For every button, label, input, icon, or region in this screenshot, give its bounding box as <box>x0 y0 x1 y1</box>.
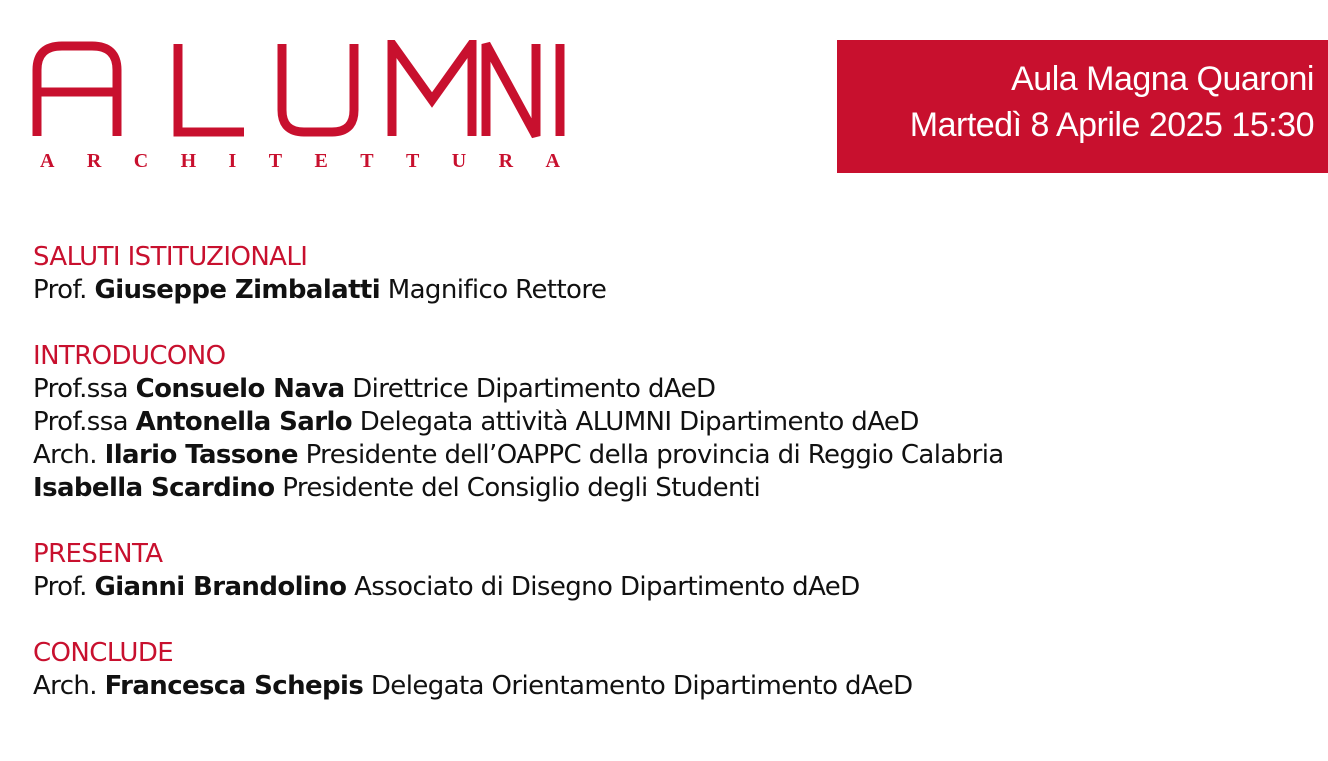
speaker-name: Francesca Schepis <box>104 671 364 701</box>
speaker-role: Associato di Disegno Dipartimento dAeD <box>354 572 860 602</box>
speaker-role: Delegata Orientamento Dipartimento dAeD <box>370 671 913 701</box>
logo-subtitle-letter: T <box>406 150 420 172</box>
logo-subtitle-letter: T <box>268 150 283 172</box>
speaker-name: Antonella Sarlo <box>135 407 353 437</box>
speaker-name: Isabella Scardino <box>33 473 275 503</box>
logo-subtitle-letter: A <box>545 150 560 172</box>
speaker-row <box>33 406 1313 439</box>
logo-letter-u <box>282 44 354 132</box>
speaker-row <box>33 373 1313 406</box>
logo-subtitle-letter: U <box>451 150 467 172</box>
speaker-title: Prof. <box>33 572 87 602</box>
speaker-title: Prof. <box>33 275 87 305</box>
speaker-name: Gianni Brandolino <box>94 572 347 602</box>
logo-subtitle-letter: T <box>360 150 374 172</box>
event-venue: Aula Magna Quaroni <box>1011 60 1314 98</box>
speaker-role: Presidente del Consiglio degli Studenti <box>282 473 761 503</box>
logo-subtitle-letter: E <box>314 150 328 172</box>
logo-subtitle-letter: H <box>180 150 197 172</box>
program-section <box>33 340 1313 505</box>
logo-subtitle-letter: R <box>86 150 102 172</box>
speaker-role: Magnifico Rettore <box>387 275 607 305</box>
logo-subtitle-letter: C <box>133 150 149 172</box>
logo-subtitle-letter: A <box>40 150 55 172</box>
event-datetime: Martedì 8 Aprile 2025 15:30 <box>909 106 1314 144</box>
logo-subtitle <box>40 150 560 173</box>
speaker-row <box>33 274 1313 307</box>
logo-letter-n2 <box>486 44 536 136</box>
program-list <box>33 241 1313 736</box>
program-section <box>33 538 1313 604</box>
speaker-title: Arch. <box>33 671 97 701</box>
speaker-row <box>33 670 1313 703</box>
alumni-wordmark <box>32 40 572 150</box>
section-heading: PRESENTA <box>33 539 163 569</box>
speaker-title: Prof.ssa <box>33 374 128 404</box>
speaker-name: Giuseppe Zimbalatti <box>94 275 381 305</box>
speaker-title: Prof.ssa <box>33 407 128 437</box>
speaker-role: Delegata attività ALUMNI Dipartimento dAeD <box>359 407 919 437</box>
logo-letter-a <box>37 46 117 136</box>
section-heading: INTRODUCONO <box>33 341 226 371</box>
speaker-row <box>33 571 1313 604</box>
program-section <box>33 637 1313 703</box>
logo-letter-m <box>392 44 472 136</box>
logo-letter-l <box>178 44 244 132</box>
section-heading: SALUTI ISTITUZIONALI <box>33 242 308 272</box>
section-heading: CONCLUDE <box>33 638 174 668</box>
program-section <box>33 241 1313 307</box>
speaker-role: Presidente dell’OAPPC della provincia di Reggio Calabria <box>305 440 1004 470</box>
logo-subtitle-letter: I <box>228 150 237 172</box>
speaker-name: Consuelo Nava <box>135 374 345 404</box>
speaker-row <box>33 472 1313 505</box>
speaker-name: Ilario Tassone <box>104 440 298 470</box>
logo-subtitle-letter: R <box>498 150 514 172</box>
speaker-row <box>33 439 1313 472</box>
event-info-box <box>837 40 1328 173</box>
speaker-title: Arch. <box>33 440 97 470</box>
alumni-architettura-logo <box>32 40 572 180</box>
speaker-role: Direttrice Dipartimento dAeD <box>352 374 716 404</box>
